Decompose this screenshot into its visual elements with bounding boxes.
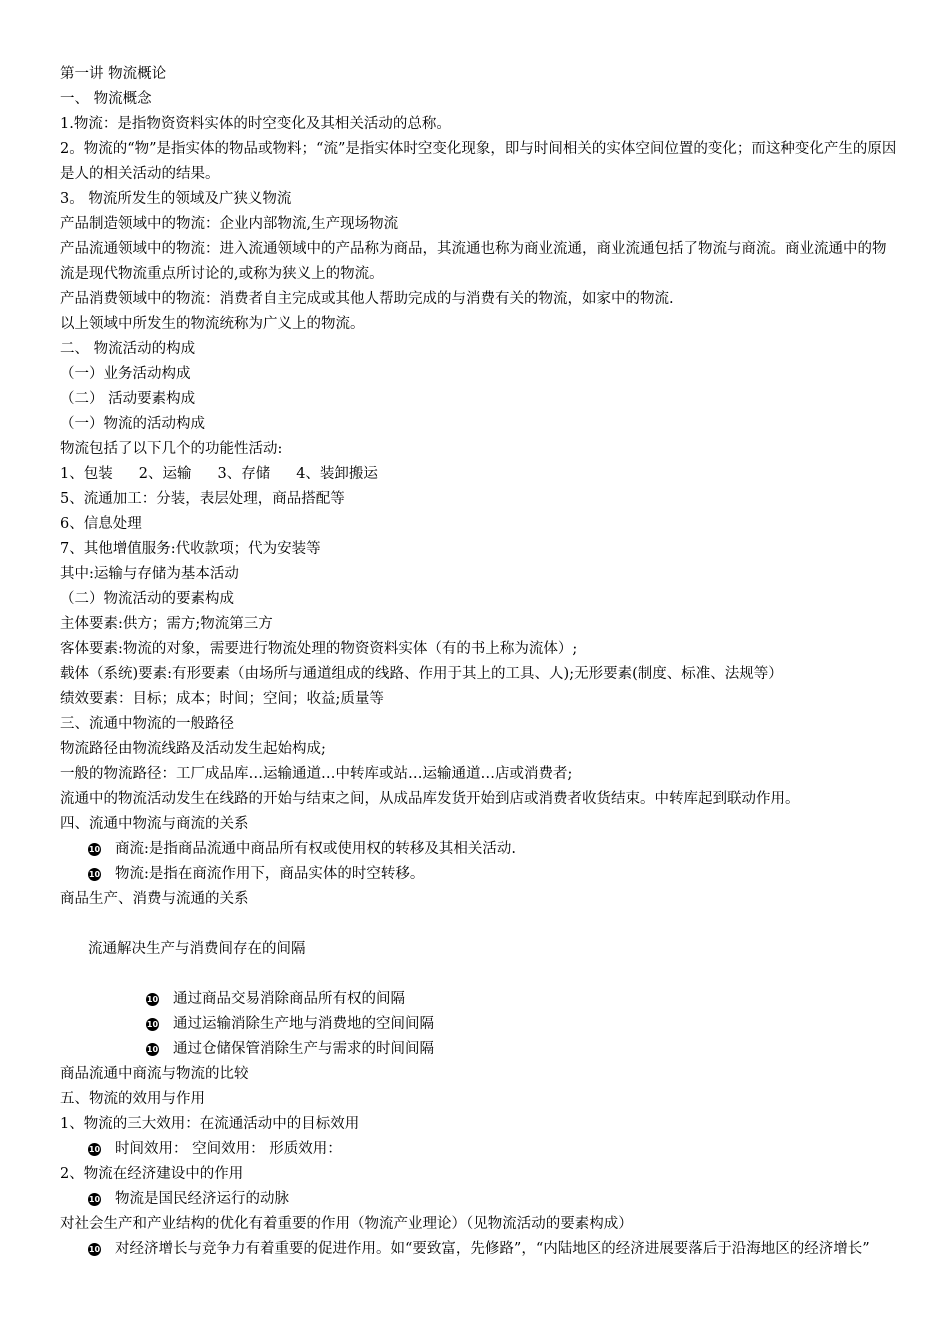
paragraph: 6、信息处理 (60, 516, 142, 532)
paragraph: 绩效要素：目标；成本；时间；空间；收益;质量等 (60, 691, 384, 707)
paragraph: 1、物流的三大效用：在流通活动中的目标效用 (60, 1116, 360, 1132)
paragraph: 客体要素:物流的对象，需要进行物流处理的物资资料实体（有的书上称为流体）; (60, 641, 578, 657)
paragraph: 产品消费领域中的物流：消费者自主完成或其他人帮助完成的与消费有关的物流，如家中的物流. (60, 291, 674, 307)
section-heading-3: 三、流通中物流的一般路径 (60, 716, 234, 732)
numbered-bullet-icon: 10 (88, 845, 101, 854)
paragraph: 载体（系统)要素:有形要素（由场所与通道组成的线路、作用于其上的工具、人);无形要素(制度、标准、法规等） (60, 666, 783, 682)
activity-item: 3、存储 (217, 466, 271, 482)
paragraph: 物流包括了以下几个的功能性活动: (60, 441, 283, 457)
subheading: （二）物流活动的要素构成 (60, 591, 234, 607)
document-body (60, 62, 900, 1262)
numbered-bullet-icon: 10 (146, 1020, 159, 1029)
numbered-bullet-icon: 10 (146, 1045, 159, 1054)
numbered-bullet-icon: 10 (146, 995, 159, 1004)
paragraph: 主体要素:供方；需方;物流第三方 (60, 616, 273, 632)
subheading: （二） 活动要素构成 (60, 391, 196, 407)
bullet-item: 10 通过运输消除生产地与消费地的空间间隔 (146, 1016, 434, 1032)
section-heading-2: 二、 物流活动的构成 (60, 341, 196, 357)
paragraph: 以上领域中所发生的物流统称为广义上的物流。 (60, 316, 365, 332)
activity-item: 2、运输 (138, 466, 192, 482)
paragraph: 流通解决生产与消费间存在的间隔 (88, 941, 306, 957)
bullet-item: 10 时间效用： 空间效用： 形质效用： (88, 1141, 342, 1157)
lecture-title: 第一讲 物流概论 (60, 66, 167, 82)
paragraph: 流通中的物流活动发生在线路的开始与结束之间，从成品库发货开始到店或消费者收货结束。中转库起到联动作用。 (60, 791, 800, 807)
paragraph: 3。 物流所发生的领域及广狭义物流 (60, 191, 292, 207)
paragraph: 商品生产、消费与流通的关系 (60, 891, 249, 907)
activity-list-row (60, 462, 900, 487)
paragraph: 对社会生产和产业结构的优化有着重要的作用（物流产业理论）（见物流活动的要素构成） (60, 1216, 633, 1232)
paragraph: 其中:运输与存储为基本活动 (60, 566, 239, 582)
paragraph: 物流路径由物流线路及活动发生起始构成; (60, 741, 326, 757)
section-heading-4: 四、流通中物流与商流的关系 (60, 816, 249, 832)
activity-item: 4、装卸搬运 (296, 466, 378, 482)
paragraph: 一般的物流路径：工厂成品库…运输通道…中转库或站…运输通道…店或消费者; (60, 766, 573, 782)
numbered-bullet-icon: 10 (88, 1245, 101, 1254)
paragraph: 2、物流在经济建设中的作用 (60, 1166, 244, 1182)
numbered-bullet-icon: 10 (88, 1195, 101, 1204)
paragraph: 商品流通中商流与物流的比较 (60, 1066, 249, 1082)
subheading: （一）物流的活动构成 (60, 416, 205, 432)
section-heading-1: 一、 物流概念 (60, 91, 152, 107)
paragraph: 7、其他增值服务:代收款项；代为安装等 (60, 541, 321, 557)
bullet-item: 10 通过商品交易消除商品所有权的间隔 (146, 991, 405, 1007)
paragraph: 1.物流：是指物资资料实体的时空变化及其相关活动的总称。 (60, 116, 451, 132)
subheading: （一）业务活动构成 (60, 366, 191, 382)
activity-item: 1、包装 (60, 466, 113, 482)
paragraph: 2。物流的“物”是指实体的物品或物料；“流”是指实体时空变化现象，即与时间相关的实体空间位置的变化；而这种变化产生的原因是人的相关活动的结果。 (60, 141, 897, 182)
numbered-bullet-icon: 10 (88, 870, 101, 879)
section-heading-5: 五、物流的效用与作用 (60, 1091, 205, 1107)
bullet-item: 10 对经济增长与竞争力有着重要的促进作用。如“要致富，先修路”，“内陆地区的经济进展要落后于沿海地区的经济增长” (88, 1241, 870, 1257)
bullet-item: 10 物流是国民经济运行的动脉 (88, 1191, 289, 1207)
bullet-item: 10 商流:是指商品流通中商品所有权或使用权的转移及其相关活动. (88, 841, 516, 857)
paragraph: 产品流通领域中的物流：进入流通领域中的产品称为商品，其流通也称为商业流通，商业流通包括了物流与商流。商业流通中的物流是现代物流重点所讨论的,或称为狭义上的物流。 (60, 241, 887, 282)
bullet-item: 10 物流:是指在商流作用下，商品实体的时空转移。 (88, 866, 425, 882)
bullet-item: 10 通过仓储保管消除生产与需求的时间间隔 (146, 1041, 434, 1057)
paragraph: 5、流通加工：分装，表层处理，商品搭配等 (60, 491, 345, 507)
numbered-bullet-icon: 10 (88, 1145, 101, 1154)
paragraph: 产品制造领域中的物流：企业内部物流,生产现场物流 (60, 216, 399, 232)
